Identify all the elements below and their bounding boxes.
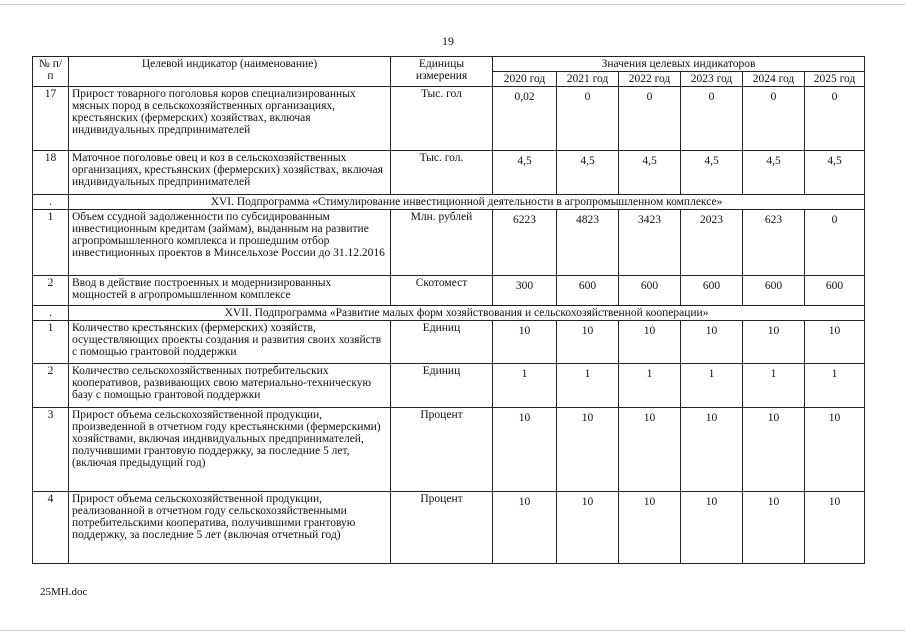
row-number: . <box>33 306 69 321</box>
value-cell: 1 <box>557 364 619 408</box>
unit-cell: Тыс. гол. <box>391 151 493 195</box>
value-cell: 4,5 <box>805 151 865 195</box>
value-cell: 1 <box>681 364 743 408</box>
value-cell: 1 <box>619 364 681 408</box>
header-year: 2022 год <box>619 72 681 87</box>
unit-cell: Млн. рублей <box>391 210 493 276</box>
value-cell: 10 <box>805 492 865 564</box>
unit-cell: Единиц <box>391 321 493 364</box>
indicator-name: Прирост товарного поголовья коров специализированных мясных пород в сельскохозяйственных организациях, крестьянских (фермерских) хозяйствах, включая индивидуальных предпринимателей <box>69 87 391 151</box>
unit-cell: Скотомест <box>391 276 493 306</box>
value-cell: 600 <box>681 276 743 306</box>
row-number: 3 <box>33 408 69 492</box>
row-number: . <box>33 195 69 210</box>
section-title: XVII. Подпрограмма «Развитие малых форм хозяйствования и сельскохозяйственной кооперации» <box>69 306 865 321</box>
table-row <box>33 364 865 408</box>
value-cell: 0 <box>805 210 865 276</box>
header-indicator: Целевой индикатор (наименование) <box>69 57 391 87</box>
value-cell: 4,5 <box>743 151 805 195</box>
value-cell: 10 <box>681 321 743 364</box>
value-cell: 1 <box>743 364 805 408</box>
value-cell: 623 <box>743 210 805 276</box>
value-cell: 600 <box>619 276 681 306</box>
indicator-name: Количество сельскохозяйственных потребительских кооперативов, развивающих свою материально-техническую базу с помощью грантовой поддержки <box>69 364 391 408</box>
value-cell: 10 <box>743 408 805 492</box>
value-cell: 10 <box>493 492 557 564</box>
section-title: XVI. Подпрограмма «Стимулирование инвестиционной деятельности в агропромышленном комплексе» <box>69 195 865 210</box>
indicator-name: Маточное поголовье овец и коз в сельскохозяйственных организациях, крестьянских (фермерских) хозяйствах, включая индивидуальных предпринимателей <box>69 151 391 195</box>
page-number: 19 <box>442 34 454 48</box>
indicator-name: Ввод в действие построенных и модернизированных мощностей в агропромышленном комплексе <box>69 276 391 306</box>
value-cell: 4,5 <box>557 151 619 195</box>
section-row <box>33 195 865 210</box>
table-row <box>33 492 865 564</box>
footer-filename: 25MH.doc <box>40 586 88 598</box>
unit-cell: Единиц <box>391 364 493 408</box>
header-year: 2021 год <box>557 72 619 87</box>
header-values-group: Значения целевых индикаторов <box>493 57 865 72</box>
table-row <box>33 210 865 276</box>
header-year: 2023 год <box>681 72 743 87</box>
row-number: 4 <box>33 492 69 564</box>
value-cell: 10 <box>805 321 865 364</box>
table-row <box>33 151 865 195</box>
value-cell: 0 <box>681 87 743 151</box>
section-row <box>33 306 865 321</box>
row-number: 18 <box>33 151 69 195</box>
value-cell: 4,5 <box>681 151 743 195</box>
row-number: 2 <box>33 276 69 306</box>
indicator-name: Прирост объема сельскохозяйственной продукции, произведенной в отчетном году крестьянскими (фермерскими) хозяйствами, включая индивидуальных предпринимателей, получившими грантовую поддержку, за последние 5 лет, (включая предыдущий год) <box>69 408 391 492</box>
value-cell: 10 <box>681 408 743 492</box>
value-cell: 10 <box>493 408 557 492</box>
row-number: 17 <box>33 87 69 151</box>
header-year: 2025 год <box>805 72 865 87</box>
value-cell: 0 <box>743 87 805 151</box>
indicator-name: Количество крестьянских (фермерских) хозяйств, осуществляющих проекты создания и развития своих хозяйств с помощью грантовой поддержки <box>69 321 391 364</box>
value-cell: 2023 <box>681 210 743 276</box>
table-row <box>33 276 865 306</box>
table-row <box>33 408 865 492</box>
value-cell: 10 <box>557 492 619 564</box>
value-cell: 10 <box>619 408 681 492</box>
value-cell: 10 <box>681 492 743 564</box>
indicator-name: Объем ссудной задолженности по субсидированным инвестиционным кредитам (займам), выданным на развитие агропромышленного комплекса и прошедшим отбор инвестиционных проектов в Минсельхозе России до 31.12.2016 <box>69 210 391 276</box>
table-row <box>33 321 865 364</box>
value-cell: 0,02 <box>493 87 557 151</box>
header-unit: Единицы измерения <box>391 57 493 87</box>
value-cell: 0 <box>557 87 619 151</box>
value-cell: 4,5 <box>493 151 557 195</box>
value-cell: 6223 <box>493 210 557 276</box>
value-cell: 10 <box>619 321 681 364</box>
unit-cell: Процент <box>391 492 493 564</box>
value-cell: 600 <box>805 276 865 306</box>
value-cell: 0 <box>805 87 865 151</box>
value-cell: 300 <box>493 276 557 306</box>
row-number: 1 <box>33 321 69 364</box>
indicators-table <box>32 56 865 564</box>
value-cell: 10 <box>493 321 557 364</box>
value-cell: 600 <box>743 276 805 306</box>
value-cell: 10 <box>805 408 865 492</box>
value-cell: 10 <box>557 321 619 364</box>
value-cell: 3423 <box>619 210 681 276</box>
value-cell: 1 <box>805 364 865 408</box>
value-cell: 10 <box>619 492 681 564</box>
value-cell: 0 <box>619 87 681 151</box>
value-cell: 10 <box>743 321 805 364</box>
scan-edge-top <box>0 4 905 5</box>
value-cell: 4,5 <box>619 151 681 195</box>
row-number: 1 <box>33 210 69 276</box>
header-num: № п/п <box>33 57 69 87</box>
value-cell: 4823 <box>557 210 619 276</box>
header-row <box>33 57 865 72</box>
value-cell: 10 <box>743 492 805 564</box>
row-number: 2 <box>33 364 69 408</box>
header-year: 2024 год <box>743 72 805 87</box>
header-year: 2020 год <box>493 72 557 87</box>
value-cell: 1 <box>493 364 557 408</box>
indicator-name: Прирост объема сельскохозяйственной продукции, реализованной в отчетном году сельскохозяйственными потребительскими кооператива, получившими грантовую поддержку, за последние 5 лет (включая отчетный год) <box>69 492 391 564</box>
table-row <box>33 87 865 151</box>
table-body <box>33 87 865 564</box>
unit-cell: Тыс. гол <box>391 87 493 151</box>
value-cell: 10 <box>557 408 619 492</box>
scan-edge-bottom <box>0 630 905 631</box>
unit-cell: Процент <box>391 408 493 492</box>
value-cell: 600 <box>557 276 619 306</box>
